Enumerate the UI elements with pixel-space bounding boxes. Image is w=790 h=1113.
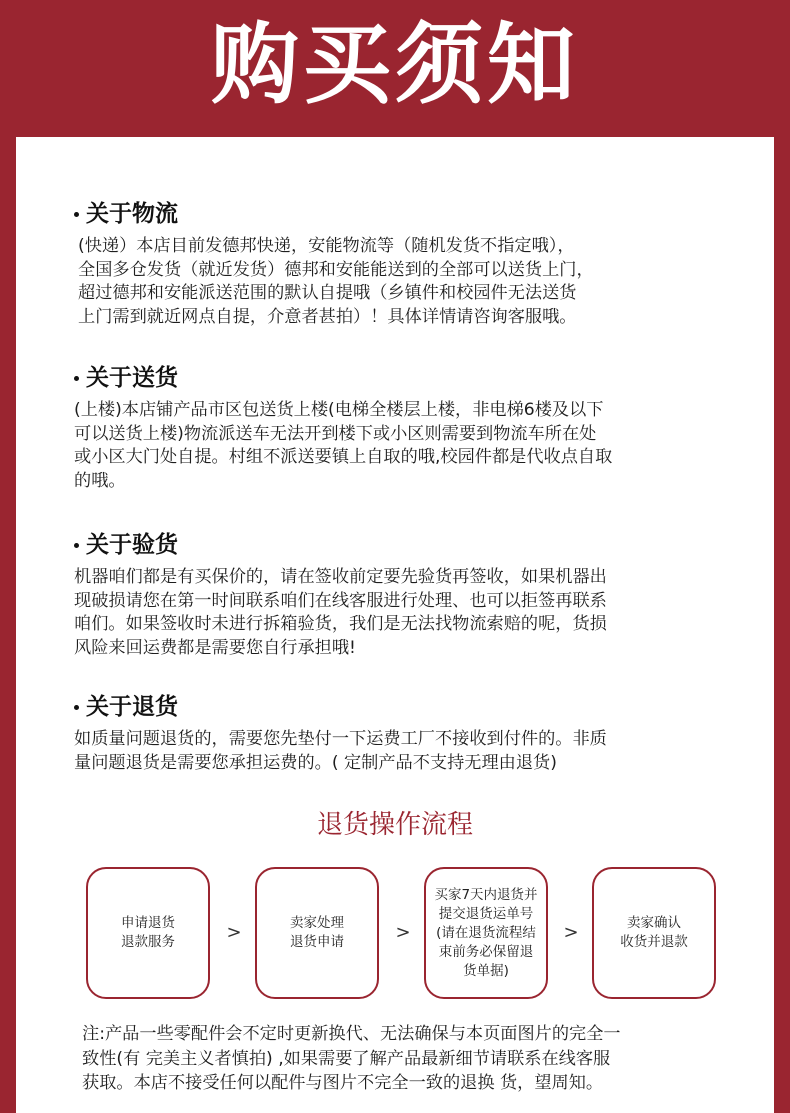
flow-arrow: > — [226, 922, 242, 943]
section-delivery — [74, 363, 724, 493]
text-line: 超过德邦和安能派送范围的默认自提哦（乡镇件和校园件无法送货 — [78, 283, 577, 303]
section-inspection — [74, 530, 724, 660]
text-line: 咱们。如果签收时未进行拆箱验货，我们是无法找物流索赔的呢，货损 — [74, 614, 607, 634]
flow-step-refund — [592, 867, 716, 999]
content-panel — [16, 137, 774, 1113]
text-line: 或小区大门处自提。村组不派送要镇上自取的哦,校园件都是代收点自取 — [74, 447, 613, 467]
flow-step-label: 买家7天内退货并 提交退货运单号 (请在退货流程结 束前务必保留退 货单据) — [434, 886, 538, 979]
footnote — [82, 1022, 732, 1096]
section-title: 关于验货 — [74, 530, 724, 560]
section-logistics — [74, 199, 724, 329]
text-line: (快递）本店目前发德邦快递，安能物流等（随机发货不指定哦）， — [78, 236, 575, 256]
section-title: 关于物流 — [74, 199, 724, 229]
text-line: 量问题退货是需要您承担运费的。( 定制产品不支持无理由退货) — [74, 752, 557, 773]
flow-step-label: 卖家确认 收货并退款 — [620, 915, 688, 950]
text-line: 现破损请您在第一时间联系咱们在线客服进行处理、也可以拒签再联系 — [74, 590, 607, 611]
flow-step-seller-process — [255, 867, 379, 999]
text-line: 获取。本店不接受任何以配件与图片不完全一致的退换 货，望周知。 — [82, 1073, 604, 1093]
text-line: 风险来回运费都是需要您自行承担哦! — [74, 637, 356, 658]
text-line: 注:产品一些零配件会不定时更新换代、无法确保与本页面图片的完全一 — [82, 1024, 621, 1044]
section-body — [74, 728, 724, 775]
flow-step-label: 申请退货 退款服务 — [121, 915, 175, 950]
text-line: 上门需到就近网点自提，介意者甚拍）！具体详情请咨询客服哦。 — [78, 306, 577, 327]
section-title: 关于退货 — [74, 692, 724, 722]
text-line: (上楼)本店铺产品市区包送货上楼(电梯全楼层上楼，非电梯6楼及以下 — [74, 400, 604, 420]
text-line: 致性(有 完美主义者慎拍) ,如果需要了解产品最新细节请联系在线客服 — [82, 1048, 611, 1069]
section-body — [74, 235, 724, 329]
text-line: 的哦。 — [74, 470, 126, 491]
section-body — [74, 399, 724, 493]
text-line: 机器咱们都是有买保价的，请在签收前定要先验货再签收，如果机器出 — [74, 567, 607, 587]
flow-step-label: 卖家处理 退货申请 — [290, 915, 344, 950]
flow-step-apply — [86, 867, 210, 999]
text-line: 可以送货上楼)物流派送车无法开到楼下或小区则需要到物流车所在处 — [74, 423, 597, 444]
text-line: 如质量问题退货的，需要您先垫付一下运费工厂不接收到付件的。非质 — [74, 729, 607, 749]
flow-arrow: > — [563, 922, 579, 943]
flow-step-buyer-return — [424, 867, 548, 999]
flow-arrow: > — [395, 922, 411, 943]
page-title: 购买须知 — [210, 13, 579, 116]
section-body — [74, 566, 724, 660]
text-line: 全国多仓发货（就近发货）德邦和安能能送到的全部可以送货上门， — [78, 259, 594, 280]
section-title: 关于送货 — [74, 363, 724, 393]
section-returns — [74, 692, 724, 775]
flow-title: 退货操作流程 — [316, 810, 473, 840]
